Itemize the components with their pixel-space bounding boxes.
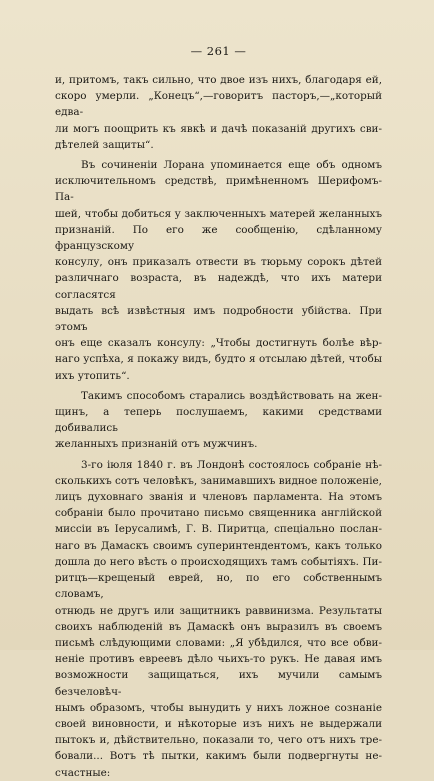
text-line: выдать всѣ извѣстныя имъ подробности убійства. При этомъ	[55, 304, 382, 334]
text-line: исключительномъ средствѣ, примѣненномъ Шерифомъ-Па-	[55, 175, 382, 204]
text-line: дѣтелей защиты“.	[55, 138, 154, 151]
text-line: миссіи въ Іерусалимѣ, Г. В. Пиритца, спеціально послан-	[55, 523, 382, 536]
page-number: — 261 —	[190, 44, 247, 58]
text-line: ихъ утопить“.	[55, 369, 130, 382]
text-line: и, притомъ, такъ сильно, что двое изъ нихъ, благодаря ей,	[55, 74, 382, 86]
text-line: лицъ духовнаго званія и членовъ парламента. На этомъ	[55, 491, 382, 504]
text-line: пытокъ и, дѣйствительно, показали то, чего отъ нихъ тре-	[55, 734, 382, 747]
text-line: щинъ, а теперь послушаемъ, какими средствами добивались	[55, 406, 382, 435]
text-line: консулу, онъ приказалъ отвести въ тюрьму сорокъ дѣтей	[55, 256, 382, 269]
text-line: Въ сочиненіи Лорана упоминается еще объ одномъ	[81, 159, 382, 172]
text-line: желанныхъ признаній отъ мужчинъ.	[55, 438, 258, 451]
text-line: онъ еще сказалъ консулу: „Чтобы достигнуть болѣе вѣр-	[55, 337, 382, 350]
text-line: счастные:	[55, 766, 111, 779]
text-line: сколькихъ сотъ человѣкъ, занимавшихъ видное положеніе,	[55, 474, 382, 487]
text-line: бовали... Вотъ тѣ пытки, какимъ были подвергнуты не-	[55, 750, 382, 763]
text-line: возможности защищаться, ихъ мучили самымъ безчеловѣч-	[55, 669, 382, 698]
text-line: отнюдь не другъ или защитникъ раввинизма. Результаты	[55, 604, 382, 617]
paragraph	[55, 157, 382, 384]
paragraph	[55, 457, 382, 781]
text-line: неніе противъ евреевъ дѣло чьихъ-то рукъ. Не давая имъ	[55, 653, 382, 666]
text-line: дошла до него вѣсть о происходящихъ тамъ событіяхъ. Пи-	[55, 555, 382, 568]
paragraph	[55, 72, 382, 153]
text-line: ритцъ—крещеный еврей, но, по его собственнымъ словамъ,	[55, 572, 382, 601]
text-line: наго въ Дамаскъ своимъ суперинтендентомъ, какъ только	[55, 539, 382, 552]
text-line: нымъ образомъ, чтобы вынудить у нихъ ложное сознаніе	[55, 701, 382, 714]
text-line: наго успѣха, я покажу видъ, будто я отсылаю дѣтей, чтобы	[55, 353, 382, 366]
text-line: различнаго возраста, въ надеждѣ, что ихъ матери согласятся	[55, 272, 382, 301]
text-line: своей виновности, и нѣкоторые изъ нихъ не выдержали	[55, 717, 382, 730]
paragraph	[55, 388, 382, 453]
text-line: письмѣ слѣдующими словами: „Я убѣдился, что все обви-	[55, 636, 382, 649]
text-line: своихъ наблюденій въ Дамаскѣ онъ выразилъ въ своемъ	[55, 620, 382, 633]
text-line: ли могъ поощрить къ явкѣ и дачѣ показаній другихъ сви-	[55, 122, 382, 135]
text-line: скоро умерли. „Конецъ“,—говоритъ пасторъ,—„который едва-	[55, 90, 382, 119]
text-line: Такимъ способомъ старались воздѣйствовать на жен-	[81, 389, 382, 402]
text-line: 3-го іюля 1840 г. въ Лондонѣ состоялось собраніе нѣ-	[81, 458, 382, 471]
text-body	[55, 72, 382, 781]
text-line: шей, чтобы добиться у заключенныхъ матерей желанныхъ	[55, 207, 382, 220]
text-line: собраніи было прочитано письмо священника англійской	[55, 507, 382, 520]
text-line: признаній. По его же сообщенію, сдѣланному французскому	[55, 223, 382, 253]
